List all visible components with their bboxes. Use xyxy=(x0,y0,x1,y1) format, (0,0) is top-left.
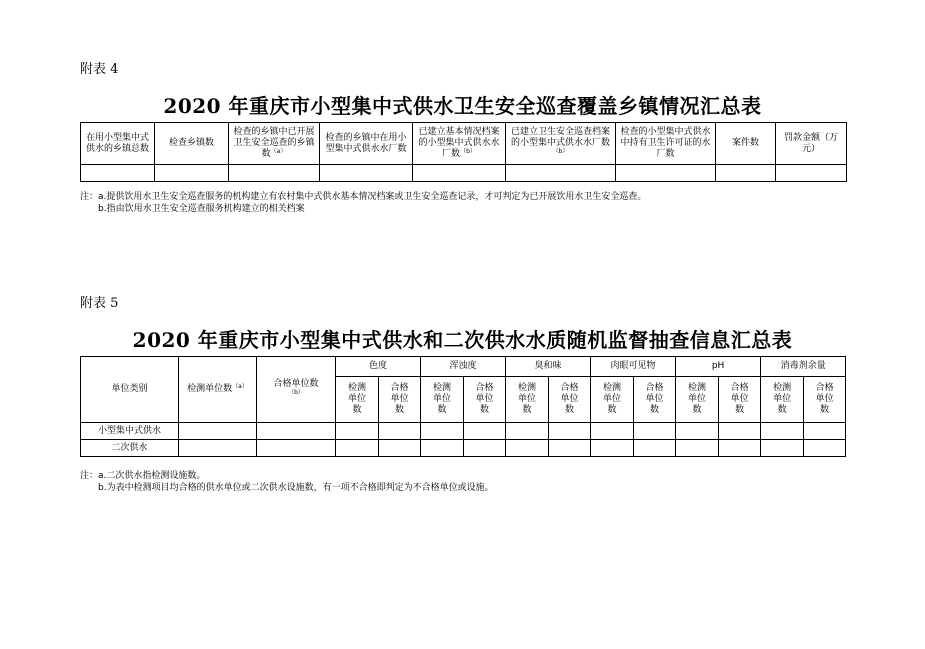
table4-header-cell: 已建立卫生安全巡查档案的小型集中式供水水厂数$^{(b)}$ xyxy=(506,123,616,165)
table4-header-cell: 检查的乡镇中在用小型集中式供水水厂数 xyxy=(320,123,413,165)
table5-cell xyxy=(464,423,506,440)
table4-cell xyxy=(506,165,616,182)
table4-cell xyxy=(81,165,155,182)
table5-row-label: 小型集中式供水 xyxy=(81,423,179,440)
table4-header-cell: 罚款金额（万元） xyxy=(776,123,847,165)
table4-header-cell: 检查的乡镇中已开展卫生安全巡查的乡镇数$^{(a)}$ xyxy=(229,123,320,165)
table5-cell xyxy=(336,423,379,440)
table4-cell xyxy=(155,165,229,182)
table5-sub-header: 检测单位数 xyxy=(421,377,464,423)
table5-cell xyxy=(421,440,464,457)
table5-group-header: 消毒剂余量 xyxy=(761,357,846,377)
table5-cell xyxy=(421,423,464,440)
table5-sub-header: 检测单位数 xyxy=(676,377,719,423)
table5-cell xyxy=(179,440,257,457)
table5-col-qualified: 合格单位数 $^{(b)}$ xyxy=(257,357,336,423)
table5-group-header: 浑浊度 xyxy=(421,357,506,377)
table5-cell xyxy=(506,423,549,440)
table4-note-a: 注：a.提供饮用水卫生安全巡查服务的机构建立有农村集中式供水基本情况档案或卫生安全巡查记录，才可判定为已开展饮用水卫生安全巡查。 xyxy=(80,192,647,202)
table4-data-row xyxy=(81,165,847,182)
table5-sub-header: 合格单位数 xyxy=(464,377,506,423)
table4-cell xyxy=(320,165,413,182)
table4-cell xyxy=(616,165,716,182)
table5-sub-header: 合格单位数 xyxy=(549,377,591,423)
table4-cell xyxy=(229,165,320,182)
table5-cell xyxy=(591,423,634,440)
table5-cell xyxy=(179,423,257,440)
table5-notes xyxy=(80,470,494,494)
table5-sub-header: 合格单位数 xyxy=(379,377,421,423)
table4 xyxy=(80,122,847,182)
table5-data-row xyxy=(81,423,846,440)
table5 xyxy=(80,356,846,457)
table4-cell xyxy=(776,165,847,182)
table5-cell xyxy=(379,440,421,457)
table5-sub-header: 检测单位数 xyxy=(761,377,804,423)
table4-note-b: b.指由饮用水卫生安全巡查服务机构建立的相关档案 xyxy=(98,204,305,214)
table5-sub-header: 检测单位数 xyxy=(506,377,549,423)
table4-header-row xyxy=(81,123,847,165)
table5-note-a: 注：a.二次供水指检测设施数。 xyxy=(80,471,206,481)
table5-group-header: 肉眼可见物 xyxy=(591,357,676,377)
table5-cell xyxy=(379,423,421,440)
table5-cell xyxy=(761,423,804,440)
table5-cell xyxy=(336,440,379,457)
table4-cell xyxy=(716,165,776,182)
table5-cell xyxy=(549,440,591,457)
table5-cell xyxy=(804,423,846,440)
table5-cell xyxy=(591,440,634,457)
table5-cell xyxy=(257,423,336,440)
table4-header-cell: 案件数 xyxy=(716,123,776,165)
table4-label: 附表 4 xyxy=(80,62,119,77)
table4-notes xyxy=(80,191,646,215)
table5-sub-header: 合格单位数 xyxy=(804,377,846,423)
table5-row-label: 二次供水 xyxy=(81,440,179,457)
table5-cell xyxy=(804,440,846,457)
table4-header-cell: 已建立基本情况档案的小型集中式供水水厂数$^{(b)}$ xyxy=(413,123,506,165)
table5-cell xyxy=(464,440,506,457)
table4-cell xyxy=(413,165,506,182)
table5-cell xyxy=(761,440,804,457)
table5-title: 2020 年重庆市小型集中式供水和二次供水水质随机监督抽查信息汇总表 xyxy=(132,328,793,352)
table5-col-tested: 检测单位数$^{(a)}$ xyxy=(179,357,257,423)
table4-header-cell: 在用小型集中式供水的乡镇总数 xyxy=(81,123,155,165)
table5-data-row xyxy=(81,440,846,457)
table4-header-cell: 检查的小型集中式供水中持有卫生许可证的水厂数 xyxy=(616,123,716,165)
table5-cell xyxy=(719,440,761,457)
table5-note-b: b.为表中检测项目均合格的供水单位或二次供水设施数，有一项不合格即判定为不合格单位或设施。 xyxy=(98,483,494,493)
table5-cell xyxy=(719,423,761,440)
table5-sub-header: 检测单位数 xyxy=(336,377,379,423)
table5-group-header: 臭和味 xyxy=(506,357,591,377)
table5-col-unit-type: 单位类别 xyxy=(81,357,179,423)
table5-sub-header: 合格单位数 xyxy=(634,377,676,423)
table5-sub-header: 合格单位数 xyxy=(719,377,761,423)
table4-header-cell: 检查乡镇数 xyxy=(155,123,229,165)
table5-sub-header: 检测单位数 xyxy=(591,377,634,423)
table5-cell xyxy=(257,440,336,457)
table5-cell xyxy=(676,423,719,440)
table5-cell xyxy=(506,440,549,457)
table5-group-row xyxy=(81,357,846,377)
table5-group-header: 色度 xyxy=(336,357,421,377)
table5-cell xyxy=(634,423,676,440)
table5-group-header: pH xyxy=(676,357,761,377)
table5-cell xyxy=(676,440,719,457)
table5-label: 附表 5 xyxy=(80,296,119,311)
table4-title: 2020 年重庆市小型集中式供水卫生安全巡查覆盖乡镇情况汇总表 xyxy=(163,94,762,118)
table5-cell xyxy=(549,423,591,440)
table5-cell xyxy=(634,440,676,457)
